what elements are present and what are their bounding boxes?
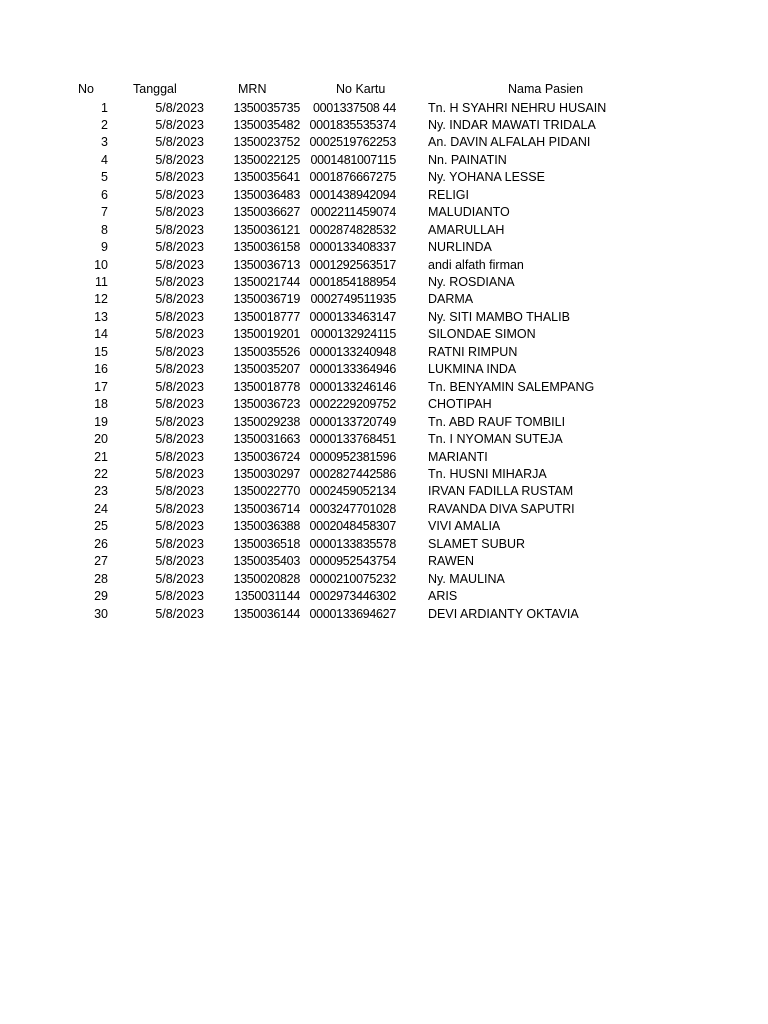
cell-no-kartu: 0000133768451 <box>309 432 396 447</box>
cell-tanggal: 5/8/2023 <box>155 117 204 132</box>
cell-mrn: 1350036719 <box>233 292 300 307</box>
cell-no-kartu: 0001438942094 <box>309 187 396 202</box>
table-row <box>0 483 768 500</box>
cell-nama-pasien: RELIGI <box>428 187 469 202</box>
cell-no-kartu: 0002211459074 <box>310 205 396 220</box>
cell-nama-pasien: IRVAN FADILLA RUSTAM <box>428 484 574 499</box>
cell-tanggal: 5/8/2023 <box>155 152 204 167</box>
table-row <box>0 466 768 483</box>
cell-tanggal: 5/8/2023 <box>155 519 204 534</box>
cell-tanggal: 5/8/2023 <box>155 397 204 412</box>
cell-no-kartu: 0002827442586 <box>309 466 396 481</box>
table-row <box>0 100 768 117</box>
cell-nama-pasien: MALUDIANTO <box>428 205 510 220</box>
cell-tanggal: 5/8/2023 <box>155 536 204 551</box>
cell-no: 17 <box>94 379 108 394</box>
cell-nama-pasien: Ny. SITI MAMBO THALIB <box>428 309 570 324</box>
cell-no-kartu: 0000952543754 <box>309 554 396 569</box>
cell-mrn: 1350036723 <box>233 397 300 412</box>
cell-nama-pasien: Tn. I NYOMAN SUTEJA <box>428 432 563 447</box>
cell-mrn: 1350036714 <box>233 501 300 516</box>
cell-no-kartu: 0000952381596 <box>309 449 396 464</box>
cell-nama-pasien: Ny. YOHANA LESSE <box>428 170 545 185</box>
cell-no-kartu: 0002048458307 <box>309 519 396 534</box>
cell-no-kartu: 0001835535374 <box>309 117 396 132</box>
cell-mrn: 1350035526 <box>233 344 300 359</box>
cell-nama-pasien: andi alfath firman <box>428 257 524 272</box>
cell-tanggal: 5/8/2023 <box>155 571 204 586</box>
cell-tanggal: 5/8/2023 <box>155 100 204 115</box>
cell-no-kartu: 0002874828532 <box>309 222 396 237</box>
cell-mrn: 1350022770 <box>233 484 300 499</box>
table-row <box>0 536 768 553</box>
cell-tanggal: 5/8/2023 <box>155 554 204 569</box>
header-no: No <box>78 82 94 96</box>
cell-tanggal: 5/8/2023 <box>155 205 204 220</box>
header-tanggal: Tanggal <box>133 82 177 96</box>
cell-mrn: 1350023752 <box>233 135 300 150</box>
cell-no: 13 <box>94 309 108 324</box>
cell-nama-pasien: CHOTIPAH <box>428 397 492 412</box>
cell-nama-pasien: Ny. ROSDIANA <box>428 275 515 289</box>
cell-no: 8 <box>101 222 108 237</box>
cell-mrn: 1350036627 <box>233 205 300 220</box>
cell-nama-pasien: An. DAVIN ALFALAH PIDANI <box>428 135 591 150</box>
cell-nama-pasien: DEVI ARDIANTY OKTAVIA <box>428 606 579 621</box>
cell-no-kartu: 0000133720749 <box>309 414 396 429</box>
cell-no: 5 <box>101 170 108 185</box>
cell-no: 10 <box>94 257 108 272</box>
table-row <box>0 152 768 169</box>
cell-tanggal: 5/8/2023 <box>155 275 204 289</box>
cell-no: 3 <box>101 135 108 150</box>
cell-no-kartu: 0000133240948 <box>309 344 396 359</box>
cell-tanggal: 5/8/2023 <box>155 257 204 272</box>
cell-no-kartu: 0002519762253 <box>309 135 396 150</box>
cell-mrn: 1350018777 <box>233 309 300 324</box>
cell-mrn: 1350036388 <box>233 519 300 534</box>
table-row <box>0 379 768 396</box>
cell-tanggal: 5/8/2023 <box>155 466 204 481</box>
cell-tanggal: 5/8/2023 <box>155 170 204 185</box>
cell-no: 20 <box>94 432 108 447</box>
cell-nama-pasien: RAWEN <box>428 554 475 569</box>
cell-no: 7 <box>101 205 108 220</box>
cell-no-kartu: 0000133835578 <box>309 536 396 551</box>
cell-nama-pasien: Tn. H SYAHRI NEHRU HUSAIN <box>428 100 607 115</box>
cell-no-kartu: 0001337508 44 <box>313 100 396 115</box>
cell-tanggal: 5/8/2023 <box>155 327 204 342</box>
cell-tanggal: 5/8/2023 <box>155 135 204 150</box>
cell-no-kartu: 0000133408337 <box>309 240 396 255</box>
cell-tanggal: 5/8/2023 <box>155 501 204 516</box>
table-row <box>0 239 768 256</box>
cell-mrn: 1350030297 <box>233 466 300 481</box>
cell-tanggal: 5/8/2023 <box>155 362 204 377</box>
table-row <box>0 257 768 274</box>
cell-nama-pasien: AMARULLAH <box>428 222 505 237</box>
cell-nama-pasien: MARIANTI <box>428 449 488 464</box>
cell-tanggal: 5/8/2023 <box>155 484 204 499</box>
table-row <box>0 396 768 413</box>
cell-no: 24 <box>94 501 108 516</box>
cell-no-kartu: 0000132924115 <box>310 327 396 342</box>
cell-no: 25 <box>94 519 108 534</box>
cell-no-kartu: 0001854188954 <box>309 275 396 289</box>
cell-nama-pasien: Tn. BENYAMIN SALEMPANG <box>428 379 595 394</box>
cell-no-kartu: 0003247701028 <box>309 501 396 516</box>
cell-no-kartu: 0001292563517 <box>309 257 396 272</box>
cell-no: 23 <box>94 484 108 499</box>
cell-no: 22 <box>94 466 108 481</box>
cell-mrn: 1350021744 <box>233 275 300 289</box>
cell-no: 30 <box>94 606 108 621</box>
cell-no: 1 <box>101 100 108 115</box>
cell-mrn: 1350035403 <box>233 554 300 569</box>
cell-mrn: 1350031663 <box>233 432 300 447</box>
cell-no: 4 <box>101 152 108 167</box>
table-row <box>0 344 768 361</box>
cell-mrn: 1350036144 <box>233 606 300 621</box>
cell-tanggal: 5/8/2023 <box>155 432 204 447</box>
cell-mrn: 1350022125 <box>233 152 300 167</box>
cell-no-kartu: 0000210075232 <box>309 571 396 586</box>
cell-nama-pasien: SILONDAE SIMON <box>428 327 536 342</box>
cell-mrn: 1350019201 <box>233 327 300 342</box>
table-row <box>0 222 768 239</box>
cell-no-kartu: 0002459052134 <box>309 484 396 499</box>
cell-mrn: 1350018778 <box>233 379 300 394</box>
table-row <box>0 169 768 186</box>
cell-tanggal: 5/8/2023 <box>155 222 204 237</box>
table-row <box>0 291 768 308</box>
table-row <box>0 414 768 431</box>
cell-tanggal: 5/8/2023 <box>155 449 204 464</box>
cell-mrn: 1350035482 <box>233 117 300 132</box>
cell-nama-pasien: NURLINDA <box>428 240 492 255</box>
cell-no-kartu: 0000133463147 <box>309 309 396 324</box>
cell-mrn: 1350035641 <box>233 170 300 185</box>
table-row <box>0 204 768 221</box>
cell-tanggal: 5/8/2023 <box>155 589 204 604</box>
cell-mrn: 1350036724 <box>233 449 300 464</box>
table-row <box>0 606 768 623</box>
cell-no: 27 <box>94 554 108 569</box>
table-row <box>0 501 768 518</box>
cell-mrn: 1350020828 <box>233 571 300 586</box>
cell-nama-pasien: LUKMINA INDA <box>428 362 517 377</box>
cell-tanggal: 5/8/2023 <box>155 344 204 359</box>
cell-nama-pasien: Tn. ABD RAUF TOMBILI <box>428 414 566 429</box>
cell-mrn: 1350031144 <box>234 589 300 604</box>
table-row <box>0 588 768 605</box>
cell-no: 12 <box>94 292 108 307</box>
cell-mrn: 1350036483 <box>233 187 300 202</box>
cell-mrn: 1350036158 <box>233 240 300 255</box>
table-row <box>0 326 768 343</box>
cell-tanggal: 5/8/2023 <box>155 379 204 394</box>
cell-nama-pasien: RAVANDA DIVA SAPUTRI <box>428 501 575 516</box>
cell-no: 19 <box>94 414 108 429</box>
table-row <box>0 274 768 291</box>
cell-tanggal: 5/8/2023 <box>155 414 204 429</box>
cell-no: 28 <box>94 571 108 586</box>
cell-tanggal: 5/8/2023 <box>155 240 204 255</box>
cell-no: 15 <box>94 344 108 359</box>
cell-no: 2 <box>101 117 108 132</box>
table-row <box>0 553 768 570</box>
cell-no-kartu: 0001876667275 <box>309 170 396 185</box>
cell-mrn: 1350036121 <box>233 222 300 237</box>
cell-tanggal: 5/8/2023 <box>155 187 204 202</box>
cell-no-kartu: 0001481007115 <box>310 152 396 167</box>
cell-nama-pasien: Ny. INDAR MAWATI TRIDALA <box>428 117 596 132</box>
table-row <box>0 361 768 378</box>
cell-nama-pasien: VIVI AMALIA <box>428 519 501 534</box>
cell-no: 21 <box>94 449 108 464</box>
cell-no: 6 <box>101 187 108 202</box>
cell-mrn: 1350035207 <box>233 362 300 377</box>
cell-no: 26 <box>94 536 108 551</box>
cell-no-kartu: 0002229209752 <box>309 397 396 412</box>
cell-no-kartu: 0002973446302 <box>309 589 396 604</box>
cell-tanggal: 5/8/2023 <box>155 292 204 307</box>
cell-nama-pasien: SLAMET SUBUR <box>428 536 526 551</box>
table-row <box>0 571 768 588</box>
cell-nama-pasien: Ny. MAULINA <box>428 571 505 586</box>
cell-no: 18 <box>94 397 108 412</box>
table-row <box>0 431 768 448</box>
cell-nama-pasien: DARMA <box>428 292 474 307</box>
cell-no: 11 <box>95 275 108 289</box>
table-header <box>0 81 768 98</box>
cell-nama-pasien: Nn. PAINATIN <box>428 152 507 167</box>
table-row <box>0 117 768 134</box>
cell-no: 16 <box>94 362 108 377</box>
table-row <box>0 134 768 151</box>
header-no-kartu: No Kartu <box>336 82 386 96</box>
cell-no-kartu: 0000133364946 <box>309 362 396 377</box>
cell-no: 29 <box>94 589 108 604</box>
header-mrn: MRN <box>238 82 267 96</box>
cell-tanggal: 5/8/2023 <box>155 309 204 324</box>
cell-no-kartu: 0000133694627 <box>309 606 396 621</box>
cell-nama-pasien: ARIS <box>428 589 458 604</box>
cell-mrn: 1350035735 <box>233 100 300 115</box>
cell-no-kartu: 0002749511935 <box>310 292 396 307</box>
cell-tanggal: 5/8/2023 <box>155 606 204 621</box>
cell-no: 14 <box>94 327 108 342</box>
cell-mrn: 1350036518 <box>233 536 300 551</box>
cell-mrn: 1350029238 <box>233 414 300 429</box>
cell-no: 9 <box>101 240 108 255</box>
table-row <box>0 449 768 466</box>
cell-nama-pasien: RATNI RIMPUN <box>428 344 518 359</box>
cell-mrn: 1350036713 <box>233 257 300 272</box>
table-row <box>0 518 768 535</box>
table-row <box>0 187 768 204</box>
cell-nama-pasien: Tn. HUSNI MIHARJA <box>428 466 547 481</box>
header-nama-pasien: Nama Pasien <box>508 82 584 96</box>
cell-no-kartu: 0000133246146 <box>309 379 396 394</box>
table-row <box>0 309 768 326</box>
